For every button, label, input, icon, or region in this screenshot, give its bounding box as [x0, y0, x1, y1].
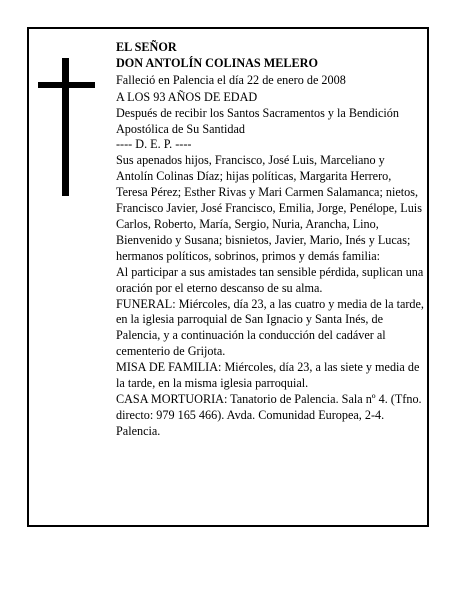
- age-line: A LOS 93 AÑOS DE EDAD: [116, 89, 258, 104]
- obituary-text: [116, 40, 424, 440]
- prayer-request: Al participar a sus amistades tan sensible pérdida, suplican una oración por el eterno descanso de su alma.: [116, 264, 424, 295]
- deceased-name: DON ANTOLÍN COLINAS MELERO: [116, 55, 318, 70]
- cross-icon: [62, 58, 69, 196]
- death-date: Falleció en Palencia el día 22 de enero de 2008: [116, 72, 346, 87]
- funeral-home-details: CASA MORTUORIA: Tanatorio de Palencia. Sala nº 4. (Tfno. directo: 979 165 466). Avda. Comunidad Europea, 2-4. Palencia.: [116, 391, 422, 438]
- funeral-details: FUNERAL: Miércoles, día 23, a las cuatro y media de la tarde, en la iglesia parroquial de San Ignacio y Santa Inés, de Palencia, y a continuación la conducción del cadáver al cementerio de Grijota.: [116, 296, 424, 359]
- heading-title: EL SEÑOR: [116, 40, 177, 54]
- rip-line: ---- D. E. P. ----: [116, 137, 192, 152]
- cross-icon-bar: [38, 82, 95, 88]
- family-mass-details: MISA DE FAMILIA: Miércoles, día 23, a las siete y media de la tarde, en la misma iglesia parroquial.: [116, 360, 420, 391]
- family-list: Sus apenados hijos, Francisco, José Luis, Marceliano y Antolín Colinas Díaz; hijas políticas, Margarita Herrero, Teresa Pérez; Esther Rivas y Mari Carmen Salamanca; nietos, Francisco Javier, José Francisco, Emilia, Jorge, Penélope, Luis Carlos, Roberto, María, Sergio, Nuria, Arancha, Lino, Bienvenido y Susana; bisnietos, Javier, Mario, Inés y Lucas; hermanos políticos, sobrinos, primos y demás familia:: [116, 153, 422, 263]
- sacraments-text: Después de recibir los Santos Sacramentos y la Bendición Apostólica de Su Santidad: [116, 105, 399, 136]
